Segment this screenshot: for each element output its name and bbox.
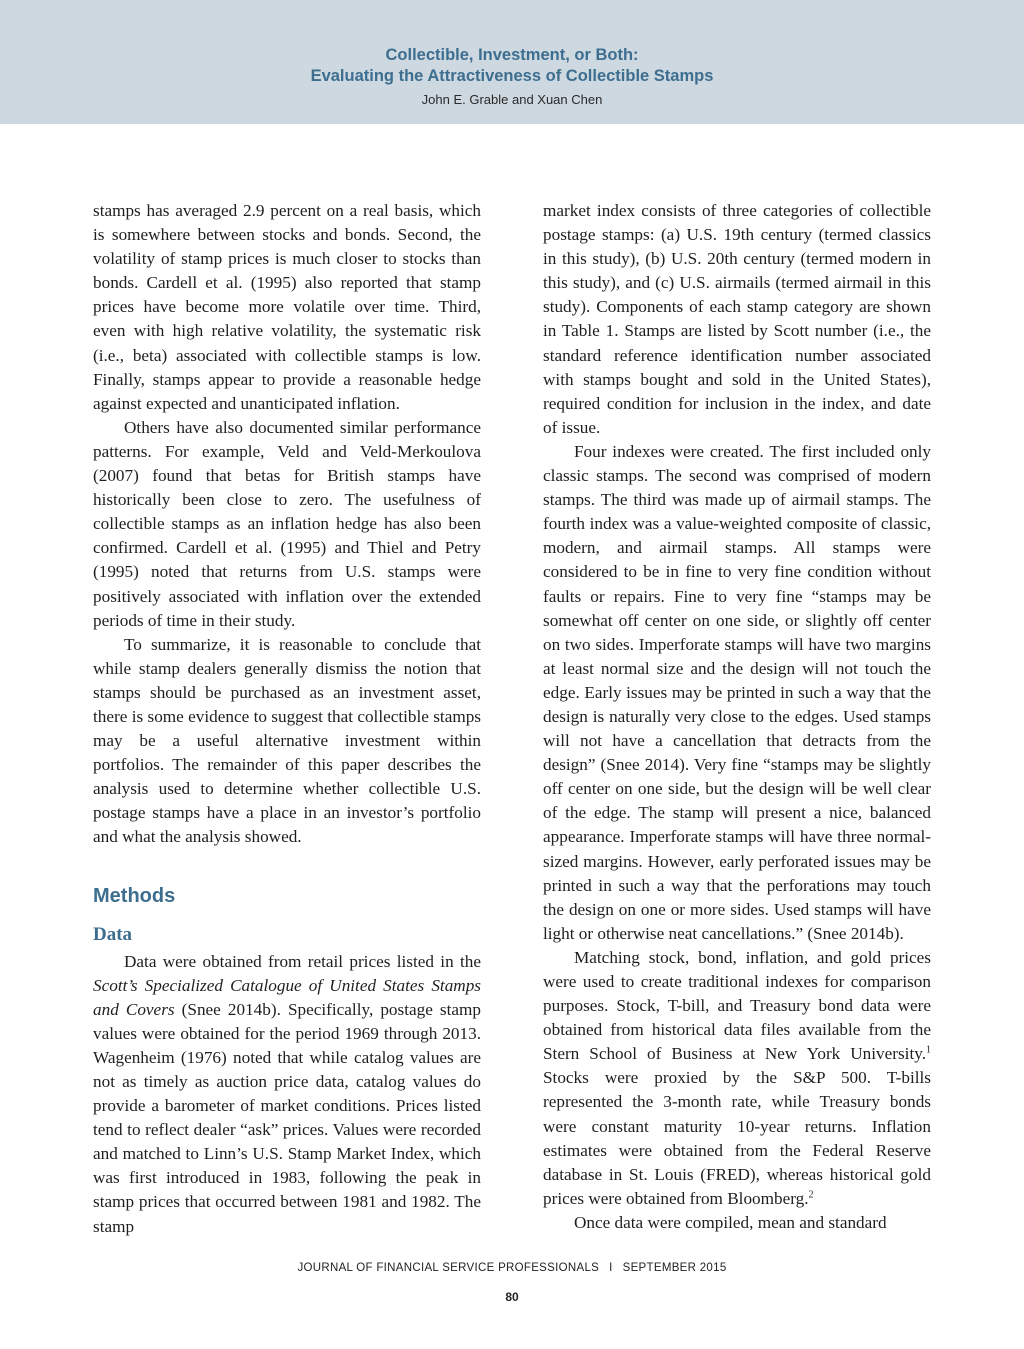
- left-paragraph-2: Others have also documented similar performance patterns. For example, Veld and Veld-Merkoulova (2007) found that betas for British stamps have historically been close to zero. The usefulness of collectible stamps as an inflation hedge has also been confirmed. Cardell et al. (1995) and Thiel and Petry (1995) noted that returns from U.S. stamps were positively associated with inflation over the extended periods of time in their study.: [93, 417, 481, 630]
- left-column: [93, 199, 481, 1239]
- footer-separator: I: [609, 1262, 613, 1274]
- right-paragraph-4: Once data were compiled, mean and standard: [574, 1212, 887, 1232]
- para3-text-a: Matching stock, bond, inflation, and gold prices were used to create traditional indexes for comparison purposes. Stock, T-bill, and Treasury bond data were obtained from historical data files available from the Stern School of Business at New York University.: [543, 947, 931, 1064]
- footer-date: SEPTEMBER 2015: [622, 1262, 727, 1274]
- left-paragraph-4: [93, 950, 481, 1239]
- para4-text-a: Data were obtained from retail prices listed in the: [124, 951, 481, 971]
- footer-journal: JOURNAL OF FINANCIAL SERVICE PROFESSIONALS: [297, 1262, 600, 1274]
- subsection-heading-data: Data: [93, 923, 133, 945]
- right-paragraph-1: market index consists of three categories of collectible postage stamps: (a) U.S. 19th century (termed classics in this study), (b) U.S. 20th century (termed modern in this study), and (c) U.S. airmails (termed airmail in this study). Components of each stamp category are shown in Table 1. Stamps are listed by Scott number (i.e., the standard reference identification number associated with stamps bought and sold in the United States), required condition for inclusion in the index, and date of issue.: [543, 201, 931, 437]
- running-header: [0, 0, 1024, 124]
- section-heading-methods: Methods: [93, 884, 176, 907]
- left-paragraph-1: stamps has averaged 2.9 percent on a real basis, which is somewhere between stocks and bonds. Second, the volatility of stamp prices is much closer to stocks than bonds. Cardell et al. (1995) also reported that stamp prices have become more volatile over time. Third, even with high relative volatility, the systematic risk (i.e., beta) associated with collectible stamps is low. Finally, stamps appear to provide a reasonable hedge against expected and unanticipated inflation.: [93, 201, 481, 413]
- right-paragraph-2: Four indexes were created. The first included only classic stamps. The second was comprised of modern stamps. The third was made up of airmail stamps. The fourth index was a value-weighted composite of classic, modern, and airmail stamps. All stamps were considered to be in fine to very fine condition without faults or repairs. Fine to very fine “stamps may be somewhat off center on one side, or slightly off center on two sides. Imperforate stamps will have two margins at least normal size and the design will not touch the edge. Early issues may be printed in such a way that the design is naturally very close to the edges. Used stamps will not have a cancellation that detracts from the design” (Snee 2014). Very fine “stamps may be slightly off center on one side, but the design will be well clear of the edge. The stamp will present a nice, balanced appearance. Imperforate stamps will have three normal-sized margins. However, early perforated issues may be printed in such a way that the perforations may touch the design on one or more sides. Used stamps will have light or otherwise neat cancellations.” (Snee 2014b).: [543, 441, 931, 943]
- header-title-line1: Collectible, Investment, or Both:: [385, 46, 639, 64]
- para4-text-b: (Snee 2014b). Specifically, postage stamp values were obtained for the period 1969 through 2013. Wagenheim (1976) noted that while catalog values are not as timely as auction price data, catalog values do provide a barometer of market conditions. Prices listed tend to reflect dealer “ask” prices. Values were recorded and matched to Linn’s U.S. Stamp Market Index, which was first introduced in 1983, following the peak in stamp prices that occurred between 1981 and 1982. The stamp: [93, 999, 481, 1236]
- para3-text-b: Stocks were proxied by the S&P 500. T-bills represented the 3-month rate, while Treasury bonds were constant maturity 10-year returns. Inflation estimates were obtained from the Federal Reserve database in St. Louis (FRED), whereas historical gold prices were obtained from Bloomberg.: [543, 1068, 931, 1208]
- footnote-ref-2: 2: [808, 1189, 814, 1201]
- header-title-line2: Evaluating the Attractiveness of Collectible Stamps: [310, 67, 714, 85]
- right-column: [543, 199, 931, 1235]
- page-number: 80: [505, 1290, 519, 1304]
- header-authors: John E. Grable and Xuan Chen: [421, 92, 603, 107]
- running-footer: [0, 1262, 1024, 1274]
- footnote-ref-1: 1: [926, 1044, 931, 1056]
- right-paragraph-3: [543, 946, 931, 1211]
- catalogue-title: Scott’s Specialized Catalogue of United States Stamps and Covers: [93, 975, 481, 1019]
- left-paragraph-3: To summarize, it is reasonable to conclude that while stamp dealers generally dismiss the notion that stamps should be purchased as an investment asset, there is some evidence to suggest that collectible stamps may be a useful alternative investment within portfolios. The remainder of this paper describes the analysis used to determine whether collectible U.S. postage stamps have a place in an investor’s portfolio and what the analysis showed.: [93, 634, 481, 847]
